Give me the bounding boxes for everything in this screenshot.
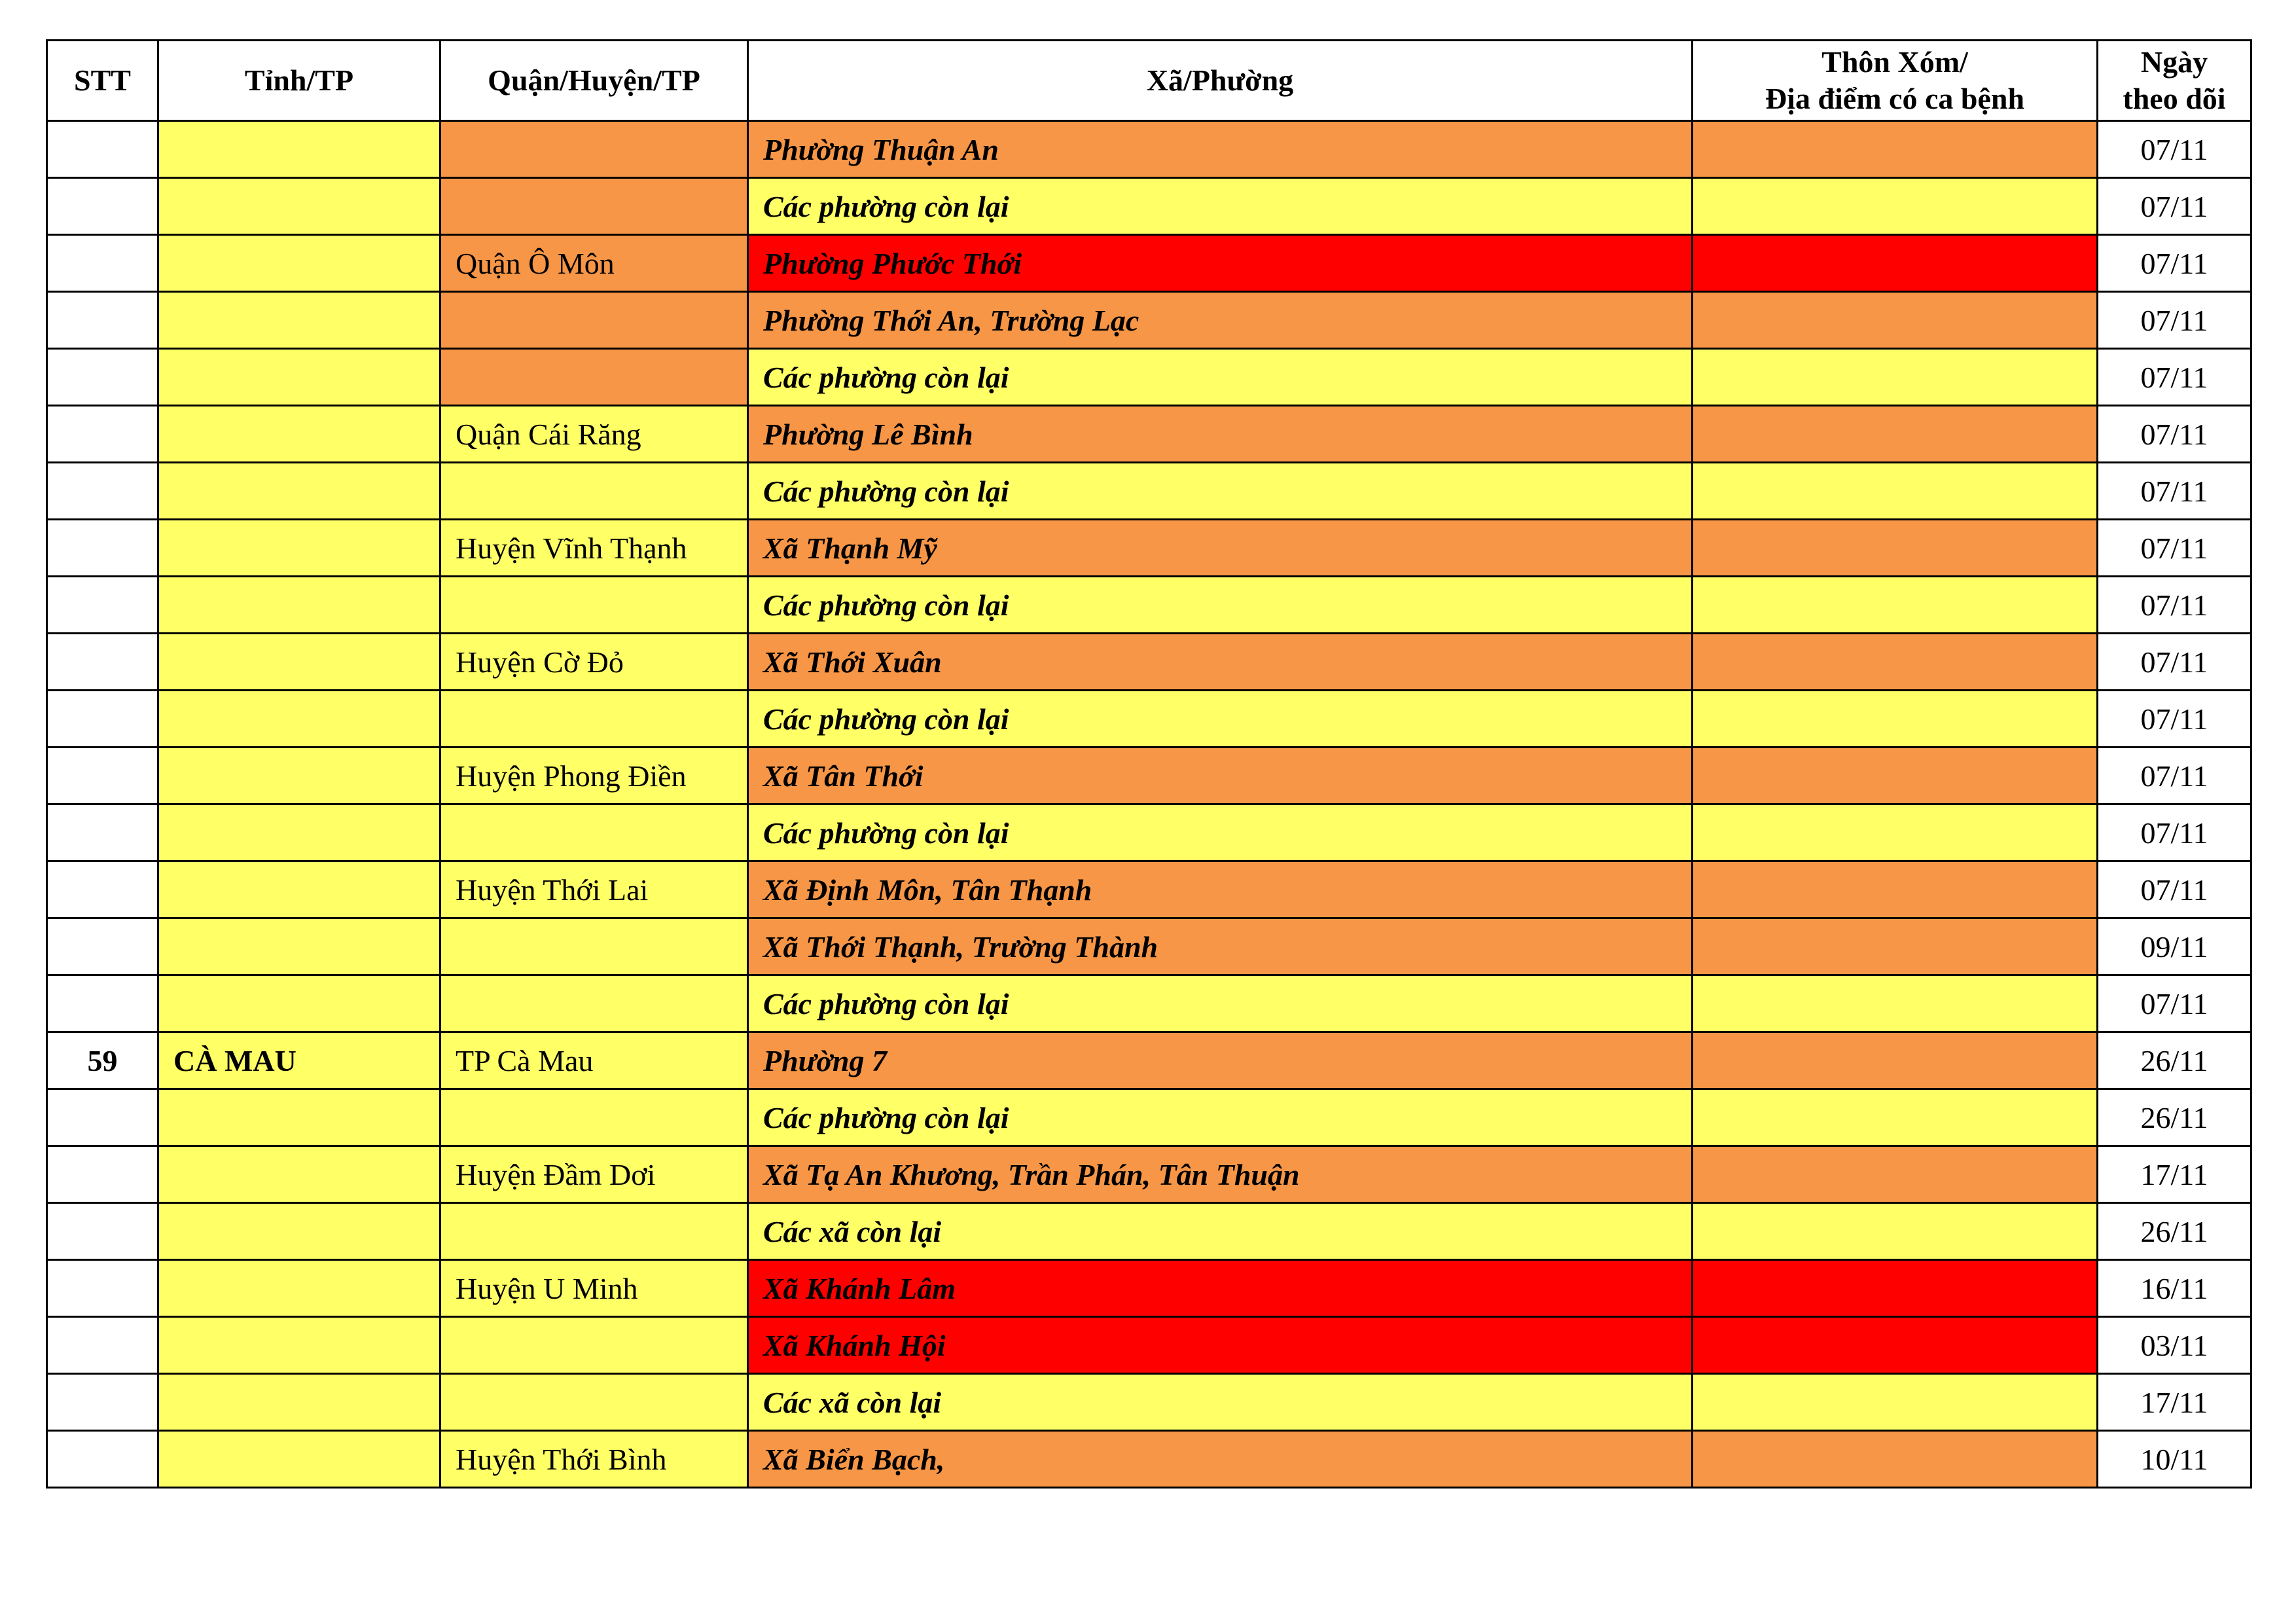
cell-stt [47,1260,158,1317]
cell-thon [1693,178,2098,235]
cell-quan [440,1089,748,1146]
cell-tinh [158,121,440,178]
cell-stt [47,178,158,235]
cell-xa: Các phường còn lại [748,804,1693,861]
cell-xa: Xã Định Môn, Tân Thạnh [748,861,1693,918]
cell-stt [47,918,158,975]
cell-tinh [158,975,440,1032]
cell-quan [440,804,748,861]
cell-xa: Xã Thới Xuân [748,634,1693,691]
cell-quan: Quận Cái Răng [440,406,748,463]
cell-tinh [158,463,440,520]
cell-quan [440,292,748,349]
cell-ngay: 07/11 [2098,691,2251,748]
table-row [47,1260,2251,1317]
cell-thon [1693,121,2098,178]
cell-thon [1693,1203,2098,1260]
header-xa: Xã/Phường [748,41,1693,121]
cell-ngay: 07/11 [2098,406,2251,463]
cell-thon [1693,463,2098,520]
cell-thon [1693,349,2098,406]
cell-ngay: 07/11 [2098,748,2251,804]
header-ngay [2098,41,2251,121]
cell-ngay: 03/11 [2098,1317,2251,1374]
header-stt: STT [47,41,158,121]
cell-quan [440,1317,748,1374]
cell-quan: Huyện Cờ Đỏ [440,634,748,691]
table-row [47,1431,2251,1488]
cell-tinh [158,634,440,691]
cell-ngay: 17/11 [2098,1146,2251,1203]
cell-stt [47,1146,158,1203]
cell-quan [440,691,748,748]
cell-xa: Xã Thạnh Mỹ [748,520,1693,577]
table-row [47,520,2251,577]
cell-tinh [158,577,440,634]
cell-tinh [158,1431,440,1488]
cell-xa: Các xã còn lại [748,1374,1693,1431]
table-row [47,634,2251,691]
cell-stt [47,1431,158,1488]
cell-thon [1693,235,2098,292]
cell-stt: 59 [47,1032,158,1089]
cell-stt [47,121,158,178]
cell-stt [47,1317,158,1374]
cell-thon [1693,520,2098,577]
cell-stt [47,691,158,748]
cell-tinh [158,406,440,463]
table-row [47,406,2251,463]
cell-xa: Phường Thới An, Trường Lạc [748,292,1693,349]
cell-stt [47,1374,158,1431]
cell-quan: TP Cà Mau [440,1032,748,1089]
cell-tinh [158,1374,440,1431]
cell-tinh [158,520,440,577]
header-thon-line2: Địa điểm có ca bệnh [1765,82,2025,115]
cell-thon [1693,1032,2098,1089]
cell-stt [47,406,158,463]
cell-thon [1693,1431,2098,1488]
cell-ngay: 07/11 [2098,121,2251,178]
cell-xa: Phường Phước Thới [748,235,1693,292]
table-row [47,292,2251,349]
cell-xa: Các phường còn lại [748,178,1693,235]
cell-xa: Xã Biển Bạch, [748,1431,1693,1488]
cell-thon [1693,1089,2098,1146]
cell-quan: Huyện Vĩnh Thạnh [440,520,748,577]
table-row [47,691,2251,748]
cell-xa: Các phường còn lại [748,691,1693,748]
table-body [47,121,2251,1488]
cell-stt [47,349,158,406]
table-row [47,178,2251,235]
cell-xa: Các phường còn lại [748,349,1693,406]
cell-quan [440,121,748,178]
cell-ngay: 09/11 [2098,918,2251,975]
cell-ngay: 26/11 [2098,1089,2251,1146]
header-quan: Quận/Huyện/TP [440,41,748,121]
cell-xa: Xã Khánh Hội [748,1317,1693,1374]
cell-tinh [158,691,440,748]
cell-tinh [158,349,440,406]
header-tinh: Tỉnh/TP [158,41,440,121]
table-row [47,463,2251,520]
cell-xa: Các phường còn lại [748,463,1693,520]
table-row [47,235,2251,292]
cell-xa: Các phường còn lại [748,1089,1693,1146]
cell-quan: Huyện Thới Bình [440,1431,748,1488]
cell-thon [1693,975,2098,1032]
cell-xa: Phường 7 [748,1032,1693,1089]
table-row [47,804,2251,861]
cell-xa: Các xã còn lại [748,1203,1693,1260]
cell-xa: Xã Khánh Lâm [748,1260,1693,1317]
table-row [47,748,2251,804]
table-row [47,1089,2251,1146]
cell-thon [1693,861,2098,918]
cell-tinh [158,918,440,975]
table-row [47,861,2251,918]
cell-quan [440,1374,748,1431]
table-row [47,121,2251,178]
table-row [47,577,2251,634]
cell-tinh [158,1089,440,1146]
cell-stt [47,748,158,804]
cell-quan [440,463,748,520]
cell-tinh [158,1317,440,1374]
cell-quan: Huyện Phong Điền [440,748,748,804]
cell-stt [47,577,158,634]
cell-stt [47,235,158,292]
cell-xa: Xã Thới Thạnh, Trường Thành [748,918,1693,975]
cell-stt [47,1089,158,1146]
cell-stt [47,292,158,349]
cell-quan: Huyện Thới Lai [440,861,748,918]
cell-ngay: 07/11 [2098,804,2251,861]
header-thon-line1: Thôn Xóm/ [1821,45,1968,79]
cell-stt [47,634,158,691]
cell-tinh [158,235,440,292]
cell-ngay: 07/11 [2098,975,2251,1032]
cell-thon [1693,1260,2098,1317]
cell-ngay: 07/11 [2098,349,2251,406]
table-header [47,41,2251,121]
cell-thon [1693,406,2098,463]
cell-ngay: 07/11 [2098,861,2251,918]
cell-ngay: 07/11 [2098,634,2251,691]
cell-quan: Quận Ô Môn [440,235,748,292]
table-row [47,1032,2251,1089]
risk-level-table [46,39,2252,1489]
cell-tinh [158,178,440,235]
cell-tinh: CÀ MAU [158,1032,440,1089]
cell-ngay: 16/11 [2098,1260,2251,1317]
cell-stt [47,861,158,918]
cell-ngay: 26/11 [2098,1032,2251,1089]
cell-ngay: 26/11 [2098,1203,2251,1260]
cell-xa: Xã Tạ An Khương, Trần Phán, Tân Thuận [748,1146,1693,1203]
cell-quan [440,178,748,235]
cell-ngay: 07/11 [2098,577,2251,634]
cell-tinh [158,1203,440,1260]
header-ngay-line2: theo dõi [2123,82,2226,115]
cell-stt [47,804,158,861]
cell-quan [440,577,748,634]
table-row [47,918,2251,975]
cell-tinh [158,748,440,804]
cell-quan [440,1203,748,1260]
table-row [47,1146,2251,1203]
cell-xa: Các phường còn lại [748,975,1693,1032]
header-ngay-line1: Ngày [2140,45,2208,79]
header-thon [1693,41,2098,121]
cell-xa: Xã Tân Thới [748,748,1693,804]
cell-thon [1693,1374,2098,1431]
table-row [47,349,2251,406]
cell-ngay: 17/11 [2098,1374,2251,1431]
cell-ngay: 07/11 [2098,292,2251,349]
cell-thon [1693,1146,2098,1203]
cell-quan [440,349,748,406]
cell-tinh [158,861,440,918]
cell-xa: Các phường còn lại [748,577,1693,634]
table-row [47,1317,2251,1374]
cell-xa: Phường Thuận An [748,121,1693,178]
cell-thon [1693,691,2098,748]
cell-ngay: 07/11 [2098,520,2251,577]
cell-thon [1693,292,2098,349]
cell-stt [47,520,158,577]
cell-thon [1693,918,2098,975]
cell-stt [47,1203,158,1260]
cell-ngay: 07/11 [2098,235,2251,292]
cell-thon [1693,577,2098,634]
cell-thon [1693,748,2098,804]
cell-stt [47,975,158,1032]
cell-ngay: 07/11 [2098,178,2251,235]
cell-thon [1693,634,2098,691]
cell-quan: Huyện U Minh [440,1260,748,1317]
cell-tinh [158,1260,440,1317]
table-row [47,975,2251,1032]
cell-tinh [158,292,440,349]
cell-quan [440,918,748,975]
cell-tinh [158,804,440,861]
cell-stt [47,463,158,520]
cell-quan [440,975,748,1032]
table-row [47,1374,2251,1431]
header-row [47,41,2251,121]
cell-thon [1693,804,2098,861]
cell-ngay: 10/11 [2098,1431,2251,1488]
cell-xa: Phường Lê Bình [748,406,1693,463]
cell-thon [1693,1317,2098,1374]
table-row [47,1203,2251,1260]
cell-tinh [158,1146,440,1203]
cell-ngay: 07/11 [2098,463,2251,520]
cell-quan: Huyện Đầm Dơi [440,1146,748,1203]
